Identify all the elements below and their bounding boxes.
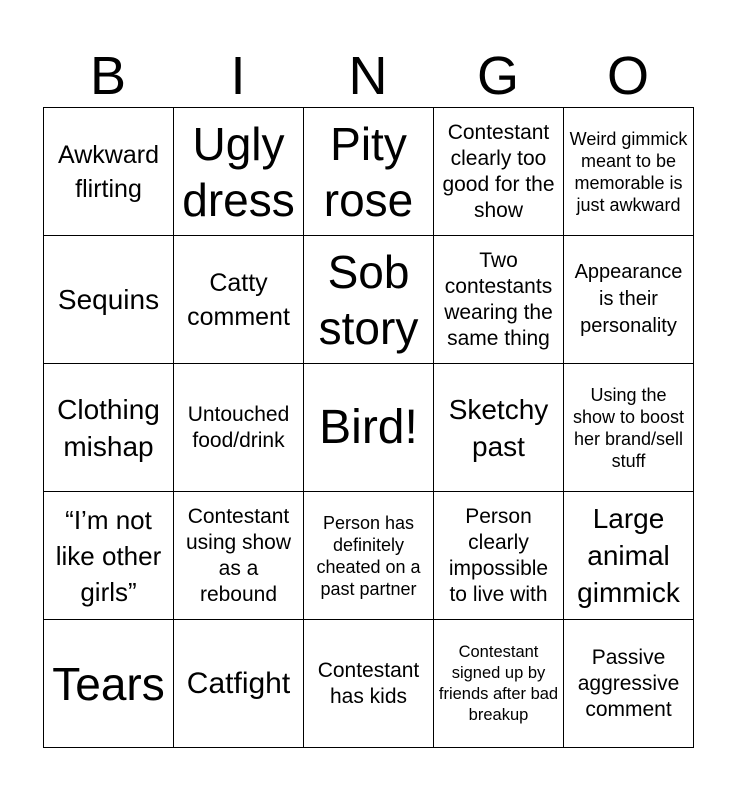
- bingo-cell: Contestant has kids: [304, 620, 434, 748]
- board-row: [44, 364, 694, 492]
- header-letter-n: N: [348, 46, 388, 106]
- bingo-cell: Large animal gimmick: [564, 492, 694, 620]
- bingo-cell: Catfight: [174, 620, 304, 748]
- bingo-cell: Sketchy past: [434, 364, 564, 492]
- bingo-cell: Tears: [44, 620, 174, 748]
- bingo-board: [43, 107, 694, 748]
- board-row: [44, 236, 694, 364]
- bingo-cell: Contestant using show as a rebound: [174, 492, 304, 620]
- bingo-cell: Awkward flirting: [44, 108, 174, 236]
- bingo-cell: Bird!: [304, 364, 434, 492]
- header-letter-i: I: [230, 46, 246, 106]
- bingo-cell: Sob story: [304, 236, 434, 364]
- bingo-cell: Sequins: [44, 236, 174, 364]
- board-row: [44, 492, 694, 620]
- bingo-cell: Person has definitely cheated on a past partner: [304, 492, 434, 620]
- header-letter-o: O: [606, 46, 649, 106]
- bingo-cell: Clothing mishap: [44, 364, 174, 492]
- bingo-cell: “I’m not like other girls”: [44, 492, 174, 620]
- bingo-cell: Weird gimmick meant to be memorable is just awkward: [564, 108, 694, 236]
- board-row: [44, 108, 694, 236]
- bingo-cell: Using the show to boost her brand/sell stuff: [564, 364, 694, 492]
- bingo-cell: Contestant signed up by friends after bad breakup: [434, 620, 564, 748]
- bingo-cell: Passive aggressive comment: [564, 620, 694, 748]
- bingo-cell: Ugly dress: [174, 108, 304, 236]
- header-letter-g: G: [476, 46, 519, 106]
- bingo-cell: Contestant clearly too good for the show: [434, 108, 564, 236]
- bingo-cell: Pity rose: [304, 108, 434, 236]
- header-letter-b: B: [89, 46, 127, 106]
- bingo-header: [43, 46, 693, 106]
- bingo-cell: Appearance is their personality: [564, 236, 694, 364]
- bingo-cell: Person clearly impossible to live with: [434, 492, 564, 620]
- bingo-cell: Two contestants wearing the same thing: [434, 236, 564, 364]
- bingo-cell: Untouched food/drink: [174, 364, 304, 492]
- board-row: [44, 620, 694, 748]
- bingo-cell: Catty comment: [174, 236, 304, 364]
